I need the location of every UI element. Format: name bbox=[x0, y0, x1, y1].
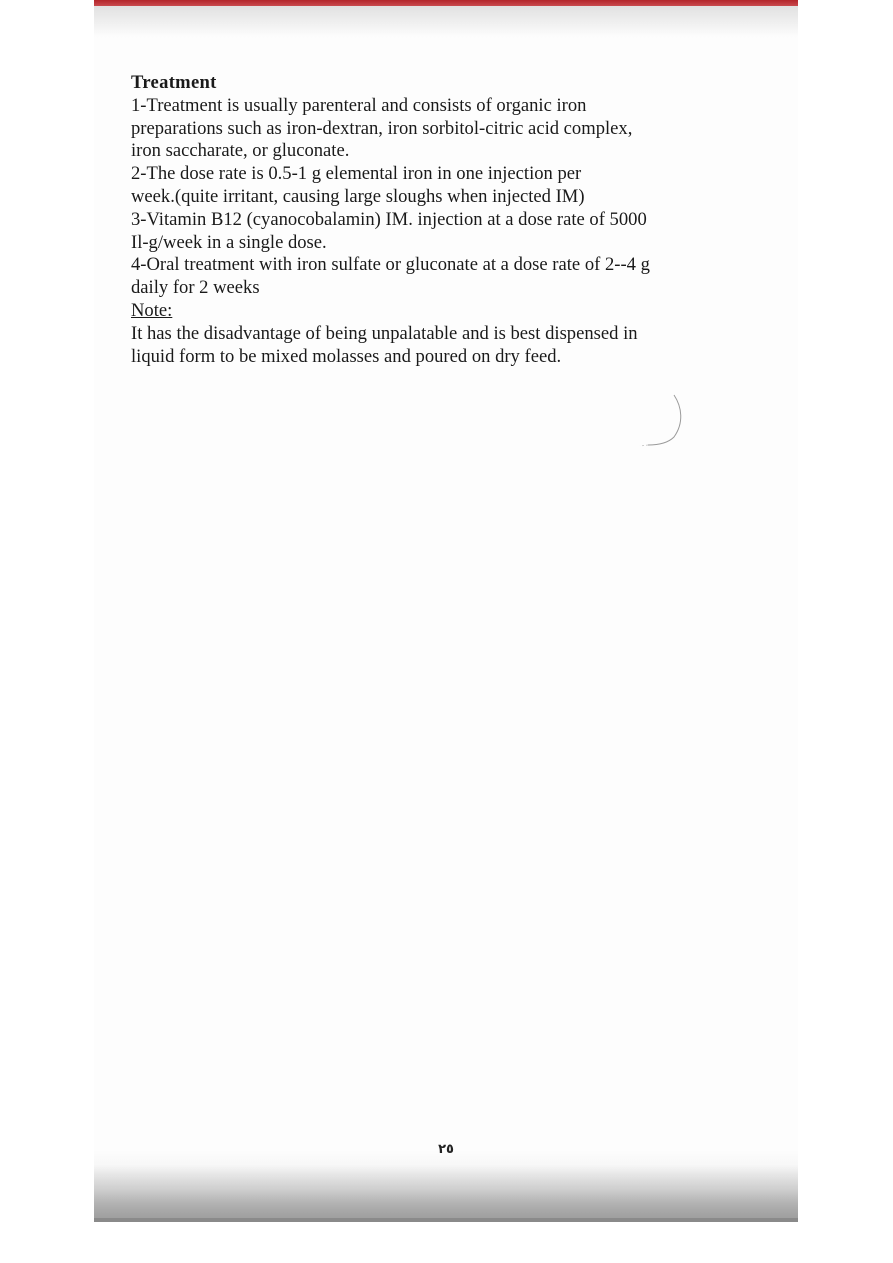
page-number: ٢٥ bbox=[438, 1142, 454, 1157]
section-heading: Treatment bbox=[131, 72, 217, 93]
text-line: 3-Vitamin B12 (cyanocobalamin) IM. injection at a dose rate of 5000 bbox=[131, 208, 647, 230]
page-bottom-shadow bbox=[94, 1165, 798, 1222]
pen-mark-icon bbox=[634, 393, 684, 449]
text-line: preparations such as iron-dextran, iron sorbitol-citric acid complex, bbox=[131, 117, 633, 139]
document-body bbox=[131, 72, 691, 368]
text-line: week.(quite irritant, causing large sloughs when injected IM) bbox=[131, 185, 585, 207]
scanned-page bbox=[94, 0, 798, 1222]
text-line: 4-Oral treatment with iron sulfate or gluconate at a dose rate of 2--4 g bbox=[131, 254, 650, 276]
note-line: liquid form to be mixed molasses and poured on dry feed. bbox=[131, 345, 562, 367]
page-top-shadow bbox=[94, 6, 798, 36]
text-line: Il-g/week in a single dose. bbox=[131, 231, 327, 253]
text-line: 2-The dose rate is 0.5-1 g elemental iron in one injection per bbox=[131, 163, 582, 185]
text-line: 1-Treatment is usually parenteral and consists of organic iron bbox=[131, 94, 587, 116]
page-bottom-edge bbox=[94, 1218, 798, 1222]
text-line: daily for 2 weeks bbox=[131, 277, 260, 299]
note-line: It has the disadvantage of being unpalatable and is best dispensed in bbox=[131, 322, 638, 344]
note-label: Note: bbox=[131, 299, 173, 321]
text-line: iron saccharate, or gluconate. bbox=[131, 140, 350, 162]
